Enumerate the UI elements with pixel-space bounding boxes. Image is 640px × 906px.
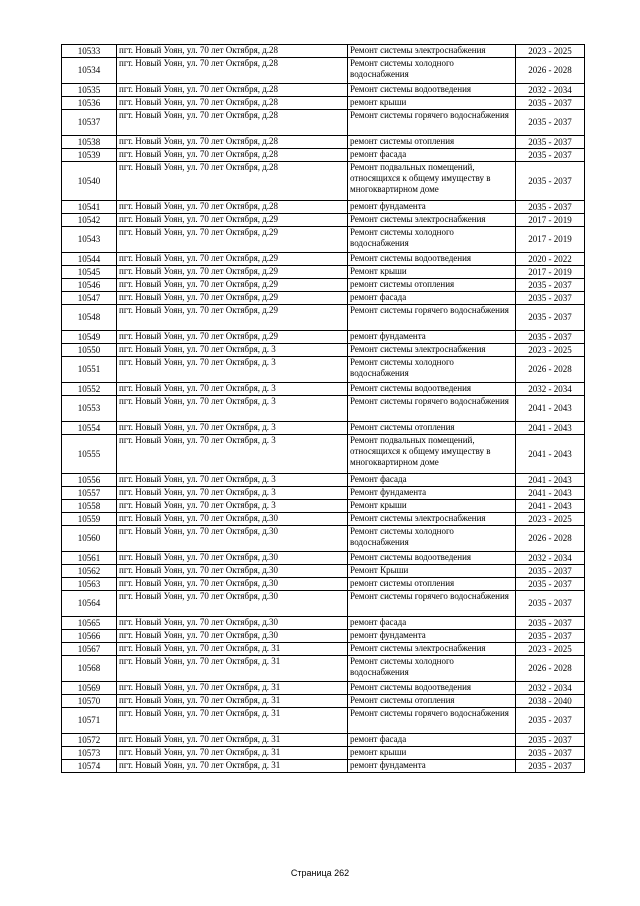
row-number-cell: 10543 xyxy=(62,227,117,253)
table-row xyxy=(62,279,585,292)
table-row xyxy=(62,747,585,760)
period-cell: 2026 - 2028 xyxy=(516,656,585,682)
row-number-cell: 10538 xyxy=(62,136,117,149)
work-type-cell: Ремонт системы холодного водоснабжения xyxy=(348,227,516,253)
work-type-cell: ремонт фасада xyxy=(348,292,516,305)
row-number-cell: 10564 xyxy=(62,591,117,617)
work-type-cell: Ремонт фасада xyxy=(348,474,516,487)
period-cell: 2035 - 2037 xyxy=(516,162,585,201)
page-number: Страница 262 xyxy=(290,868,350,878)
work-type-cell: Ремонт системы горячего водоснабжения xyxy=(348,305,516,331)
address-cell: пгт. Новый Уоян, ул. 70 лет Октября, д. 31 xyxy=(117,734,348,747)
row-number-cell: 10569 xyxy=(62,682,117,695)
table-row xyxy=(62,526,585,552)
work-type-cell: ремонт фундамента xyxy=(348,760,516,773)
period-cell: 2035 - 2037 xyxy=(516,708,585,734)
period-cell: 2035 - 2037 xyxy=(516,110,585,136)
table-row xyxy=(62,682,585,695)
work-type-cell: Ремонт подвальных помещений, относящихся к общему имуществу в многоквартирном доме xyxy=(348,435,516,474)
work-type-cell: Ремонт системы горячего водоснабжения xyxy=(348,708,516,734)
address-cell: пгт. Новый Уоян, ул. 70 лет Октября, д.28 xyxy=(117,84,348,97)
row-number-cell: 10551 xyxy=(62,357,117,383)
address-cell: пгт. Новый Уоян, ул. 70 лет Октября, д. 31 xyxy=(117,760,348,773)
row-number-cell: 10559 xyxy=(62,513,117,526)
address-cell: пгт. Новый Уоян, ул. 70 лет Октября, д.28 xyxy=(117,110,348,136)
work-type-cell: ремонт системы отопления xyxy=(348,136,516,149)
address-cell: пгт. Новый Уоян, ул. 70 лет Октября, д.28 xyxy=(117,136,348,149)
work-type-cell: Ремонт системы горячего водоснабжения xyxy=(348,591,516,617)
table-row xyxy=(62,136,585,149)
address-cell: пгт. Новый Уоян, ул. 70 лет Октября, д. 31 xyxy=(117,747,348,760)
row-number-cell: 10557 xyxy=(62,487,117,500)
work-type-cell: Ремонт системы отопления xyxy=(348,695,516,708)
period-cell: 2026 - 2028 xyxy=(516,526,585,552)
work-type-cell: Ремонт системы холодного водоснабжения xyxy=(348,357,516,383)
row-number-cell: 10545 xyxy=(62,266,117,279)
table-row xyxy=(62,110,585,136)
row-number-cell: 10574 xyxy=(62,760,117,773)
address-cell: пгт. Новый Уоян, ул. 70 лет Октября, д. 3 xyxy=(117,383,348,396)
row-number-cell: 10573 xyxy=(62,747,117,760)
work-type-cell: ремонт крыши xyxy=(348,747,516,760)
work-type-cell: ремонт системы отопления xyxy=(348,279,516,292)
row-number-cell: 10556 xyxy=(62,474,117,487)
work-type-cell: Ремонт системы водоотведения xyxy=(348,383,516,396)
row-number-cell: 10560 xyxy=(62,526,117,552)
address-cell: пгт. Новый Уоян, ул. 70 лет Октября, д. 3 xyxy=(117,344,348,357)
table-row xyxy=(62,708,585,734)
table-body xyxy=(62,45,585,773)
row-number-cell: 10562 xyxy=(62,565,117,578)
period-cell: 2035 - 2037 xyxy=(516,331,585,344)
period-cell: 2032 - 2034 xyxy=(516,682,585,695)
table-row xyxy=(62,656,585,682)
table-row xyxy=(62,305,585,331)
work-type-cell: Ремонт системы горячего водоснабжения xyxy=(348,396,516,422)
period-cell: 2035 - 2037 xyxy=(516,760,585,773)
period-cell: 2017 - 2019 xyxy=(516,214,585,227)
period-cell: 2017 - 2019 xyxy=(516,227,585,253)
address-cell: пгт. Новый Уоян, ул. 70 лет Октября, д.28 xyxy=(117,149,348,162)
period-cell: 2035 - 2037 xyxy=(516,578,585,591)
work-type-cell: Ремонт системы электроснабжения xyxy=(348,344,516,357)
address-cell: пгт. Новый Уоян, ул. 70 лет Октября, д. 31 xyxy=(117,656,348,682)
work-type-cell: Ремонт системы электроснабжения xyxy=(348,513,516,526)
row-number-cell: 10534 xyxy=(62,58,117,84)
period-cell: 2023 - 2025 xyxy=(516,344,585,357)
address-cell: пгт. Новый Уоян, ул. 70 лет Октября, д.30 xyxy=(117,526,348,552)
work-type-cell: ремонт фундамента xyxy=(348,331,516,344)
row-number-cell: 10542 xyxy=(62,214,117,227)
table-row xyxy=(62,552,585,565)
row-number-cell: 10568 xyxy=(62,656,117,682)
row-number-cell: 10561 xyxy=(62,552,117,565)
address-cell: пгт. Новый Уоян, ул. 70 лет Октября, д.29 xyxy=(117,305,348,331)
row-number-cell: 10552 xyxy=(62,383,117,396)
work-type-cell: ремонт фасада xyxy=(348,149,516,162)
period-cell: 2017 - 2019 xyxy=(516,266,585,279)
table-row xyxy=(62,422,585,435)
table-row xyxy=(62,591,585,617)
row-number-cell: 10537 xyxy=(62,110,117,136)
period-cell: 2035 - 2037 xyxy=(516,734,585,747)
address-cell: пгт. Новый Уоян, ул. 70 лет Октября, д. 3 xyxy=(117,500,348,513)
row-number-cell: 10539 xyxy=(62,149,117,162)
work-type-cell: Ремонт системы электроснабжения xyxy=(348,643,516,656)
address-cell: пгт. Новый Уоян, ул. 70 лет Октября, д. 3 xyxy=(117,357,348,383)
period-cell: 2035 - 2037 xyxy=(516,630,585,643)
address-cell: пгт. Новый Уоян, ул. 70 лет Октября, д.30 xyxy=(117,591,348,617)
table-row xyxy=(62,578,585,591)
address-cell: пгт. Новый Уоян, ул. 70 лет Октября, д.29 xyxy=(117,331,348,344)
address-cell: пгт. Новый Уоян, ул. 70 лет Октября, д. 3 xyxy=(117,487,348,500)
period-cell: 2041 - 2043 xyxy=(516,487,585,500)
work-type-cell: Ремонт подвальных помещений, относящихся к общему имуществу в многоквартирном доме xyxy=(348,162,516,201)
period-cell: 2023 - 2025 xyxy=(516,643,585,656)
work-type-cell: Ремонт системы электроснабжения xyxy=(348,45,516,58)
period-cell: 2035 - 2037 xyxy=(516,565,585,578)
table-row xyxy=(62,760,585,773)
address-cell: пгт. Новый Уоян, ул. 70 лет Октября, д.30 xyxy=(117,513,348,526)
row-number-cell: 10571 xyxy=(62,708,117,734)
row-number-cell: 10536 xyxy=(62,97,117,110)
table-row xyxy=(62,162,585,201)
table-row xyxy=(62,331,585,344)
period-cell: 2041 - 2043 xyxy=(516,500,585,513)
period-cell: 2035 - 2037 xyxy=(516,136,585,149)
row-number-cell: 10563 xyxy=(62,578,117,591)
period-cell: 2035 - 2037 xyxy=(516,149,585,162)
address-cell: пгт. Новый Уоян, ул. 70 лет Октября, д.28 xyxy=(117,45,348,58)
table-row xyxy=(62,734,585,747)
period-cell: 2023 - 2025 xyxy=(516,45,585,58)
table-row xyxy=(62,383,585,396)
table-row xyxy=(62,695,585,708)
row-number-cell: 10548 xyxy=(62,305,117,331)
address-cell: пгт. Новый Уоян, ул. 70 лет Октября, д.28 xyxy=(117,97,348,110)
table-row xyxy=(62,149,585,162)
table-row xyxy=(62,357,585,383)
row-number-cell: 10566 xyxy=(62,630,117,643)
period-cell: 2032 - 2034 xyxy=(516,552,585,565)
work-type-cell: Ремонт системы отопления xyxy=(348,422,516,435)
address-cell: пгт. Новый Уоян, ул. 70 лет Октября, д.29 xyxy=(117,214,348,227)
table-row xyxy=(62,97,585,110)
work-type-cell: Ремонт системы горячего водоснабжения xyxy=(348,110,516,136)
period-cell: 2035 - 2037 xyxy=(516,97,585,110)
row-number-cell: 10540 xyxy=(62,162,117,201)
table-row xyxy=(62,513,585,526)
table-row xyxy=(62,435,585,474)
work-type-cell: ремонт фасада xyxy=(348,617,516,630)
address-cell: пгт. Новый Уоян, ул. 70 лет Октября, д. 31 xyxy=(117,708,348,734)
period-cell: 2035 - 2037 xyxy=(516,292,585,305)
table-row xyxy=(62,474,585,487)
period-cell: 2035 - 2037 xyxy=(516,591,585,617)
work-type-cell: Ремонт системы электроснабжения xyxy=(348,214,516,227)
work-type-cell: Ремонт фундамента xyxy=(348,487,516,500)
period-cell: 2032 - 2034 xyxy=(516,84,585,97)
table-row xyxy=(62,253,585,266)
address-cell: пгт. Новый Уоян, ул. 70 лет Октября, д. 31 xyxy=(117,643,348,656)
table-row xyxy=(62,565,585,578)
row-number-cell: 10533 xyxy=(62,45,117,58)
work-type-cell: ремонт системы отопления xyxy=(348,578,516,591)
row-number-cell: 10546 xyxy=(62,279,117,292)
work-type-cell: Ремонт Крыши xyxy=(348,565,516,578)
row-number-cell: 10554 xyxy=(62,422,117,435)
address-cell: пгт. Новый Уоян, ул. 70 лет Октября, д. 3 xyxy=(117,396,348,422)
work-type-cell: Ремонт системы холодного водоснабжения xyxy=(348,526,516,552)
address-cell: пгт. Новый Уоян, ул. 70 лет Октября, д. 3 xyxy=(117,422,348,435)
table-row xyxy=(62,617,585,630)
row-number-cell: 10555 xyxy=(62,435,117,474)
table-row xyxy=(62,84,585,97)
period-cell: 2026 - 2028 xyxy=(516,357,585,383)
period-cell: 2041 - 2043 xyxy=(516,474,585,487)
period-cell: 2035 - 2037 xyxy=(516,747,585,760)
row-number-cell: 10565 xyxy=(62,617,117,630)
row-number-cell: 10550 xyxy=(62,344,117,357)
row-number-cell: 10567 xyxy=(62,643,117,656)
address-cell: пгт. Новый Уоян, ул. 70 лет Октября, д. 31 xyxy=(117,682,348,695)
table-row xyxy=(62,214,585,227)
row-number-cell: 10535 xyxy=(62,84,117,97)
row-number-cell: 10547 xyxy=(62,292,117,305)
row-number-cell: 10549 xyxy=(62,331,117,344)
period-cell: 2041 - 2043 xyxy=(516,422,585,435)
address-cell: пгт. Новый Уоян, ул. 70 лет Октября, д. 31 xyxy=(117,695,348,708)
work-type-cell: Ремонт системы водоотведения xyxy=(348,682,516,695)
work-type-cell: ремонт фасада xyxy=(348,734,516,747)
address-cell: пгт. Новый Уоян, ул. 70 лет Октября, д.28 xyxy=(117,58,348,84)
table-row xyxy=(62,500,585,513)
table-row xyxy=(62,487,585,500)
period-cell: 2035 - 2037 xyxy=(516,305,585,331)
row-number-cell: 10570 xyxy=(62,695,117,708)
period-cell: 2038 - 2040 xyxy=(516,695,585,708)
row-number-cell: 10541 xyxy=(62,201,117,214)
work-type-cell: Ремонт крыши xyxy=(348,500,516,513)
row-number-cell: 10572 xyxy=(62,734,117,747)
period-cell: 2035 - 2037 xyxy=(516,279,585,292)
period-cell: 2041 - 2043 xyxy=(516,435,585,474)
address-cell: пгт. Новый Уоян, ул. 70 лет Октября, д.30 xyxy=(117,630,348,643)
work-type-cell: ремонт фундамента xyxy=(348,201,516,214)
table-row xyxy=(62,396,585,422)
table-row xyxy=(62,344,585,357)
row-number-cell: 10558 xyxy=(62,500,117,513)
table-row xyxy=(62,266,585,279)
address-cell: пгт. Новый Уоян, ул. 70 лет Октября, д. 3 xyxy=(117,474,348,487)
address-cell: пгт. Новый Уоян, ул. 70 лет Октября, д.29 xyxy=(117,292,348,305)
address-cell: пгт. Новый Уоян, ул. 70 лет Октября, д.29 xyxy=(117,279,348,292)
repair-schedule-table xyxy=(61,44,585,773)
address-cell: пгт. Новый Уоян, ул. 70 лет Октября, д.29 xyxy=(117,253,348,266)
period-cell: 2041 - 2043 xyxy=(516,396,585,422)
table-row xyxy=(62,45,585,58)
table-row xyxy=(62,292,585,305)
period-cell: 2035 - 2037 xyxy=(516,201,585,214)
work-type-cell: ремонт фундамента xyxy=(348,630,516,643)
period-cell: 2020 - 2022 xyxy=(516,253,585,266)
period-cell: 2023 - 2025 xyxy=(516,513,585,526)
address-cell: пгт. Новый Уоян, ул. 70 лет Октября, д.30 xyxy=(117,617,348,630)
address-cell: пгт. Новый Уоян, ул. 70 лет Октября, д.29 xyxy=(117,266,348,279)
address-cell: пгт. Новый Уоян, ул. 70 лет Октября, д.30 xyxy=(117,578,348,591)
work-type-cell: Ремонт крыши xyxy=(348,266,516,279)
table-row xyxy=(62,58,585,84)
work-type-cell: Ремонт системы водоотведения xyxy=(348,84,516,97)
address-cell: пгт. Новый Уоян, ул. 70 лет Октября, д.28 xyxy=(117,162,348,201)
work-type-cell: ремонт крыши xyxy=(348,97,516,110)
address-cell: пгт. Новый Уоян, ул. 70 лет Октября, д.30 xyxy=(117,552,348,565)
work-type-cell: Ремонт системы холодного водоснабжения xyxy=(348,58,516,84)
address-cell: пгт. Новый Уоян, ул. 70 лет Октября, д. 3 xyxy=(117,435,348,474)
address-cell: пгт. Новый Уоян, ул. 70 лет Октября, д.28 xyxy=(117,201,348,214)
row-number-cell: 10544 xyxy=(62,253,117,266)
period-cell: 2035 - 2037 xyxy=(516,617,585,630)
table-row xyxy=(62,201,585,214)
work-type-cell: Ремонт системы холодного водоснабжения xyxy=(348,656,516,682)
table-row xyxy=(62,630,585,643)
address-cell: пгт. Новый Уоян, ул. 70 лет Октября, д.29 xyxy=(117,227,348,253)
table-row xyxy=(62,227,585,253)
period-cell: 2032 - 2034 xyxy=(516,383,585,396)
work-type-cell: Ремонт системы водоотведения xyxy=(348,552,516,565)
work-type-cell: Ремонт системы водоотведения xyxy=(348,253,516,266)
table-row xyxy=(62,643,585,656)
period-cell: 2026 - 2028 xyxy=(516,58,585,84)
address-cell: пгт. Новый Уоян, ул. 70 лет Октября, д.30 xyxy=(117,565,348,578)
row-number-cell: 10553 xyxy=(62,396,117,422)
